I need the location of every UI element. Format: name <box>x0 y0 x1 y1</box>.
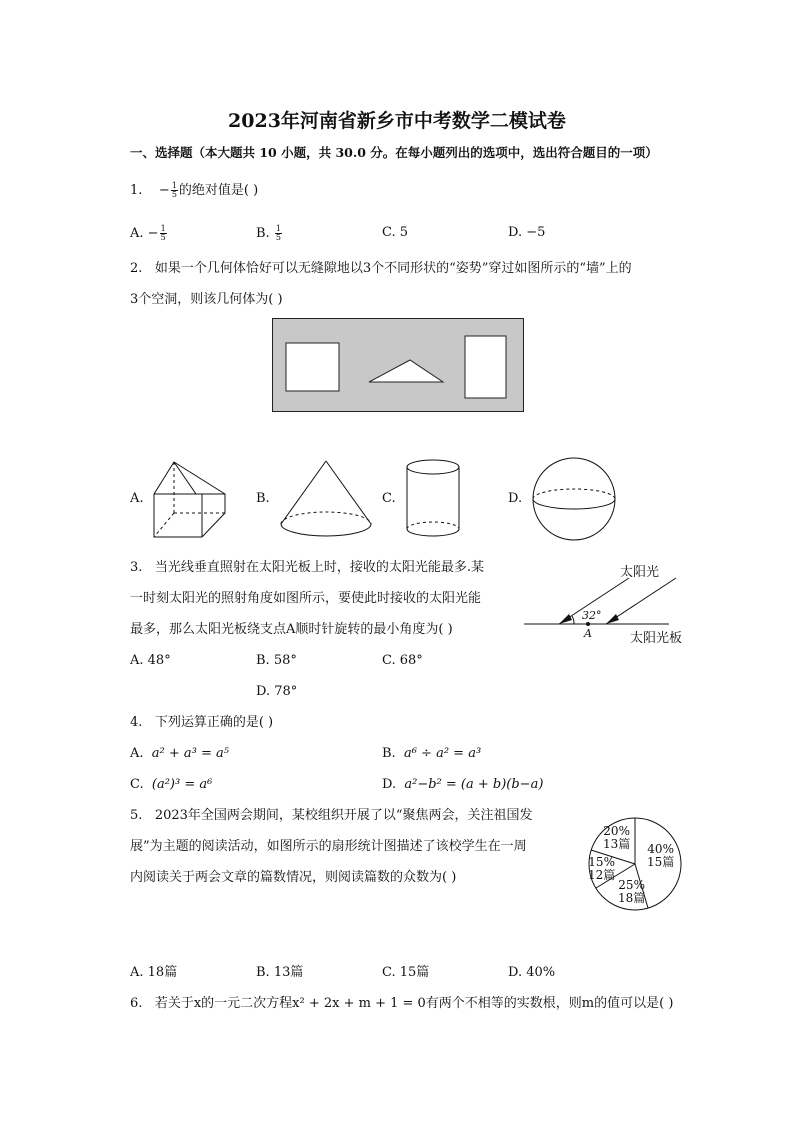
q3-option-c[interactable]: C. 68° <box>382 653 423 668</box>
pie-slice-25: 25% 18篇 <box>618 878 646 905</box>
q2-line2: 3个空洞，则该几何体为( ) <box>130 292 283 307</box>
q3-option-d[interactable]: D. 78° <box>256 684 298 699</box>
rectangle-hole <box>465 336 506 398</box>
q3-line1: 3. 当光线垂直照射在太阳光板上时，接收的太阳光能最多.某 <box>130 560 484 575</box>
angle-label: 32° <box>582 609 602 622</box>
square-hole <box>286 343 339 391</box>
prism-icon <box>152 460 230 540</box>
q4-option-a[interactable]: A. a² + a³ = a⁵ <box>130 746 229 761</box>
q2-option-a[interactable]: A. <box>130 491 144 506</box>
pie-slice-40: 40% 15篇 <box>647 842 675 869</box>
q2-option-c[interactable]: C. <box>382 491 396 506</box>
q2-option-d[interactable]: D. <box>508 491 523 506</box>
q2-line1: 2. 如果一个几何体恰好可以无缝隙地以3个不同形状的“姿势”穿过如图所示的“墙”上的 <box>130 261 632 276</box>
q3-line2: 一时刻太阳光的照射角度如图所示，要使此时接收的太阳光能 <box>130 591 482 606</box>
q4-option-c[interactable]: C. (a²)³ = a⁶ <box>130 777 213 792</box>
sunlight-label: 太阳光 <box>620 565 660 580</box>
q4-stem: 4. 下列运算正确的是( ) <box>130 715 274 730</box>
q1-option-b[interactable]: B. $\frac{1}{5}$ <box>256 224 281 242</box>
q3-option-a[interactable]: A. 48° <box>130 653 171 668</box>
question-1: 1. − $\frac{1}{5}$ 的绝对值是( ) <box>130 181 259 199</box>
q6-stem: 6. 若关于x的一元二次方程x² + 2x + m + 1 = 0有两个不相等的实数根，则m的值可以是( ) <box>130 996 674 1011</box>
q5-option-d[interactable]: D. 40% <box>508 965 556 980</box>
cone-icon <box>278 458 374 540</box>
q3-option-b[interactable]: B. 58° <box>256 653 297 668</box>
q1-fraction: $\frac{1}{5}$ <box>171 181 177 199</box>
q1-option-c[interactable]: C. 5 <box>382 225 409 240</box>
section-heading: 一、选择题（本大题共 10 小题，共 30.0 分。在每小题列出的选项中，选出符合题目的一项） <box>130 145 658 160</box>
sphere-icon <box>530 455 618 543</box>
q5-line3: 内阅读关于两会文章的篇数情况，则阅读篇数的众数为( ) <box>130 870 457 885</box>
cylinder-icon <box>403 458 463 542</box>
q5-line1: 5. 2023年全国两会期间，某校组织开展了以“聚焦两会，关注祖国发 <box>130 808 533 823</box>
q5-option-a[interactable]: A. 18篇 <box>130 965 178 980</box>
q1-number: 1. <box>130 183 143 198</box>
q2-option-b[interactable]: B. <box>256 491 270 506</box>
pie-slice-15: 15% 12篇 <box>588 855 616 882</box>
q4-option-b[interactable]: B. a⁶ ÷ a² = a³ <box>382 746 482 761</box>
page-title: 2023年河南省新乡市中考数学二模试卷 <box>228 110 566 132</box>
q3-line3: 最多，那么太阳光板绕支点A顺时针旋转的最小角度为( ) <box>130 622 453 637</box>
pie-slice-20: 20% 13篇 <box>603 824 631 851</box>
panel-label: 太阳光板 <box>630 631 683 646</box>
q1-option-a[interactable]: A. − $\frac{1}{5}$ <box>130 224 166 242</box>
q4-option-d[interactable]: D. a²−b² = (a + b)(b−a) <box>382 777 544 792</box>
pivot-label: A <box>584 627 592 640</box>
q5-option-c[interactable]: C. 15篇 <box>382 965 430 980</box>
q5-option-b[interactable]: B. 13篇 <box>256 965 304 980</box>
q1-stem: 的绝对值是( ) <box>178 183 259 198</box>
wall-figure <box>272 318 524 412</box>
q1-option-d[interactable]: D. −5 <box>508 225 546 240</box>
q5-line2: 展”为主题的阅读活动，如图所示的扇形统计图描述了该校学生在一周 <box>130 839 527 854</box>
